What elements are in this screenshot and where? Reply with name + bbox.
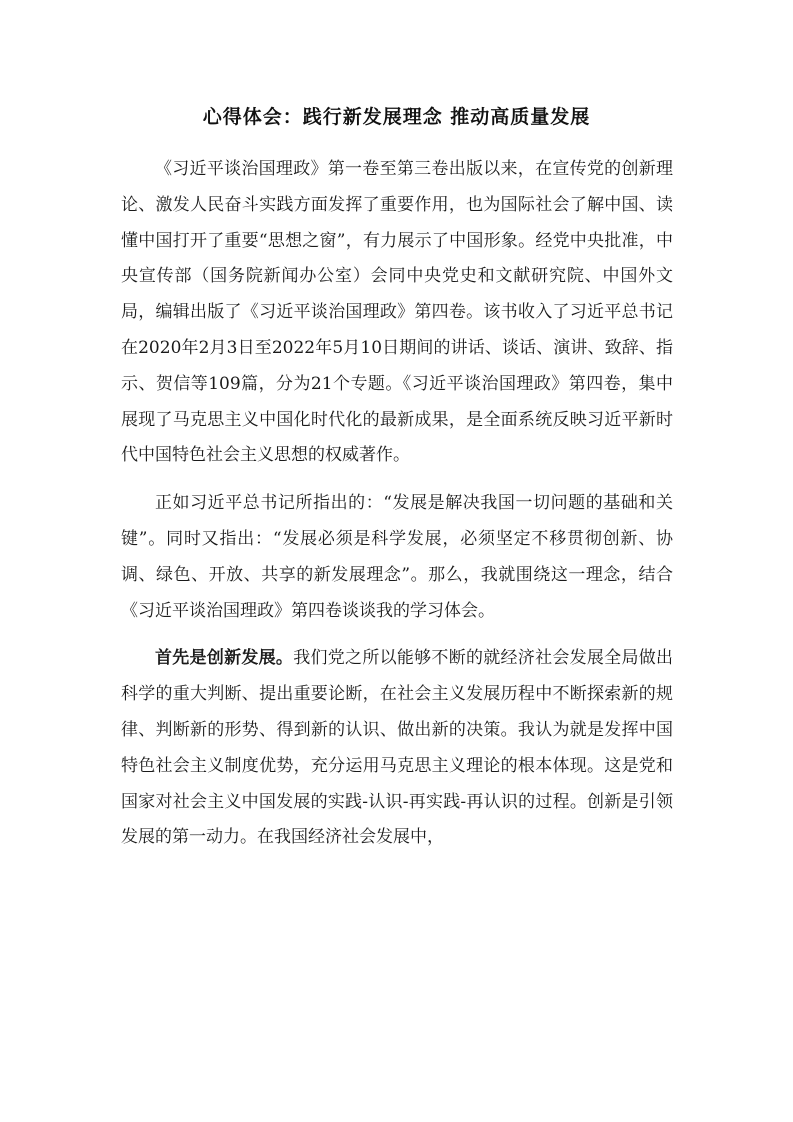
paragraph-text: 《习近平谈治国理政》第一卷至第三卷出版以来，在宣传党的创新理论、激发人民奋斗实践方面发挥了重要作用，也为国际社会了解中国、读懂中国打开了重要“思想之窗”，有力展示了中国形象。经党中央批准，中央宣传部（国务院新闻办公室）会同中央党史和文献研究院、中国外文局，编辑出版了《习近平谈治国理政》第四卷。该书收入了习近平总书记在2020年2月3日至2022年5月10日期间的讲话、谈话、演讲、致辞、指示、贺信等109篇，分为21个专题。《习近平谈治国理政》第四卷，集中展现了马克思主义中国化时代化的最新成果，是全面系统反映习近平新时代中国特色社会主义思想的权威著作。 <box>121 159 673 466</box>
paragraph-text: 我们党之所以能够不断的就经济社会发展全局做出科学的重大判断、提出重要论断，在社会主义发展历程中不断探索新的规律、判断新的形势、得到新的认识、做出新的决策。我认为就是发挥中国特色社会主义制度优势，充分运用马克思主义理论的根本体现。这是党和国家对社会主义中国发展的实践-认识-再实践-再认识的过程。创新是引领发展的第一动力。在我国经济社会发展中， <box>121 648 674 848</box>
paragraph-intro <box>121 152 673 474</box>
paragraph-innovation <box>121 641 673 856</box>
paragraph-text: 正如习近平总书记所指出的：“发展是解决我国一切问题的基础和关键”。同时又指出：“发展必须是科学发展，必须坚定不移贯彻创新、协调、绿色、开放、共享的新发展理念”。那么，我就围绕这一理念，结合《习近平谈治国理政》第四卷谈谈我的学习体会。 <box>121 493 673 621</box>
document-body <box>121 152 673 856</box>
paragraph-development-quote <box>121 486 673 629</box>
document-title: 心得体会：践行新发展理念 推动高质量发展 <box>202 106 591 128</box>
paragraph-lead-heading: 首先是创新发展。 <box>155 648 294 669</box>
